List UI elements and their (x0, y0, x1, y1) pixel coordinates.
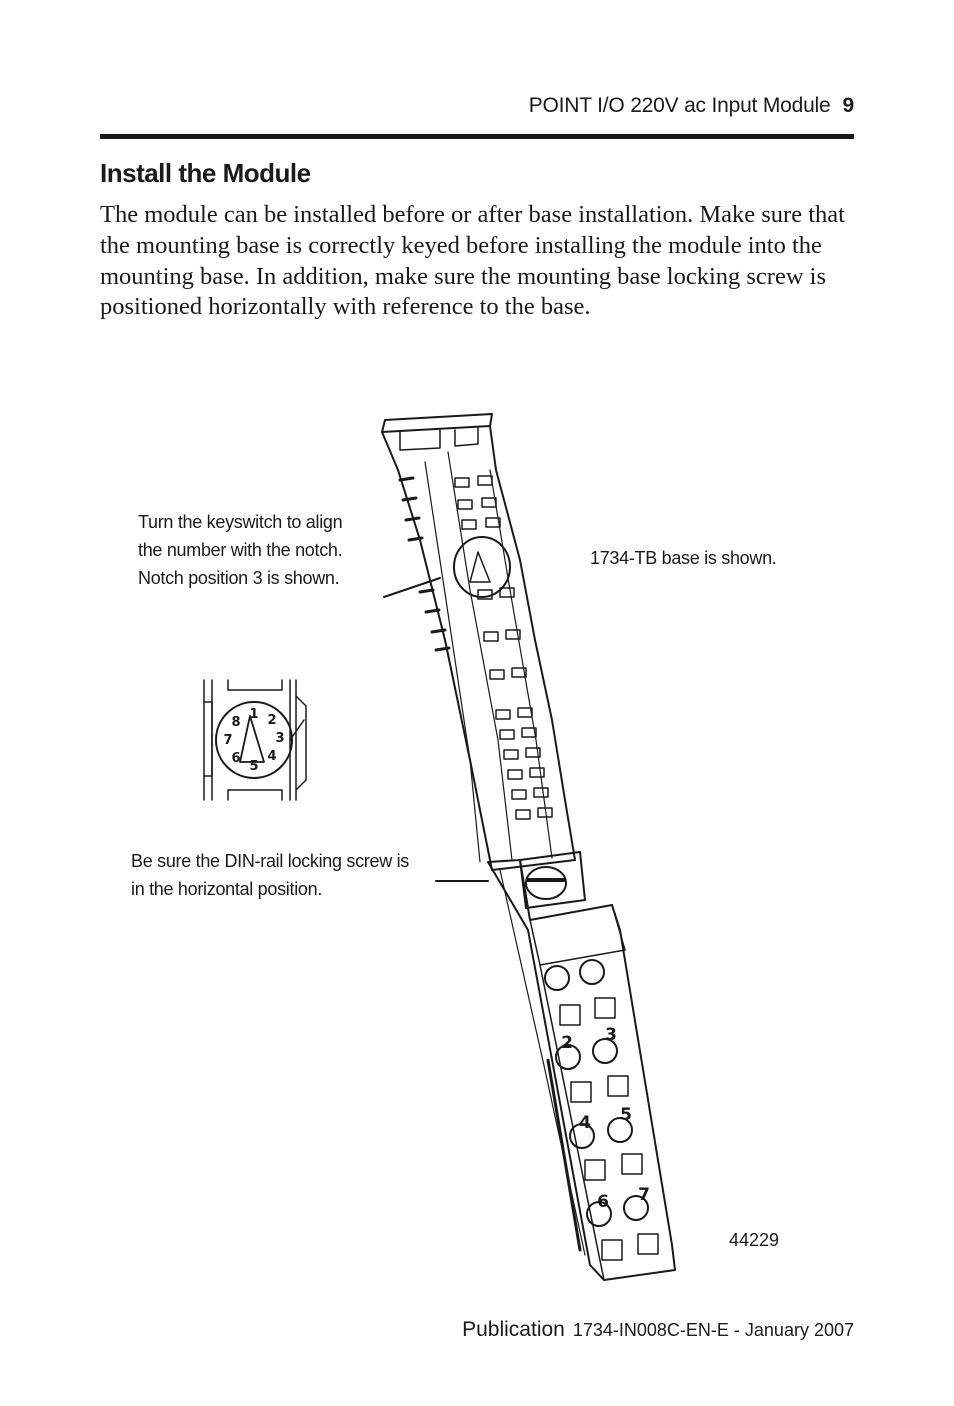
terminal-digit-2: 2 (561, 1033, 573, 1053)
keyswitch-digit-5: 5 (249, 759, 259, 774)
terminal-digit-5: 5 (620, 1105, 632, 1125)
keyswitch-detail-inset (204, 680, 306, 800)
module-body (382, 414, 575, 870)
terminal-digit-4: 4 (579, 1113, 591, 1133)
keyswitch-digit-4: 4 (267, 749, 277, 764)
page-number: 9 (842, 94, 854, 117)
keyswitch-digit-3: 3 (275, 731, 285, 746)
section-title: Install the Module (100, 158, 311, 188)
callout-keyswitch-line-2: the number with the notch. (138, 540, 343, 560)
keyswitch-digit-8: 8 (231, 715, 241, 730)
terminal-digit-7: 7 (638, 1185, 650, 1205)
keyswitch-digit-7: 7 (223, 733, 233, 748)
terminal-digit-3: 3 (605, 1025, 617, 1045)
page-footer (462, 1318, 854, 1342)
keyswitch-notch (240, 716, 264, 762)
publication-id: 1734-IN008C-EN-E - January 2007 (572, 1320, 854, 1340)
callout-din-line-2: in the horizontal position. (131, 879, 323, 899)
callout-din-line-1: Be sure the DIN-rail locking screw is (131, 851, 409, 871)
keyswitch-digit-1: 1 (249, 707, 259, 722)
publication-label: Publication (462, 1318, 565, 1341)
section-body: The module can be installed before or after base installation. Make sure that the mounting base is correctly keyed before installing the module into the mounting base. In addition, make sure the mounting base locking screw is positioned horizontally with reference to the base. (100, 201, 845, 321)
figure-number: 44229 (729, 1230, 780, 1250)
terminal-base (488, 860, 675, 1280)
keyswitch-dial-small (454, 537, 510, 597)
keyswitch-digit-6: 6 (231, 751, 241, 766)
callout-keyswitch-line-1: Turn the keyswitch to align (138, 512, 343, 532)
callout-keyswitch-line-3: Notch position 3 is shown. (138, 568, 340, 588)
running-title: POINT I/O 220V ac Input Module (528, 94, 831, 117)
keyswitch-digit-2: 2 (267, 713, 277, 728)
terminal-digit-6: 6 (597, 1192, 609, 1212)
keyswitch-digits (223, 707, 284, 774)
callout-base: 1734-TB base is shown. (590, 548, 777, 568)
